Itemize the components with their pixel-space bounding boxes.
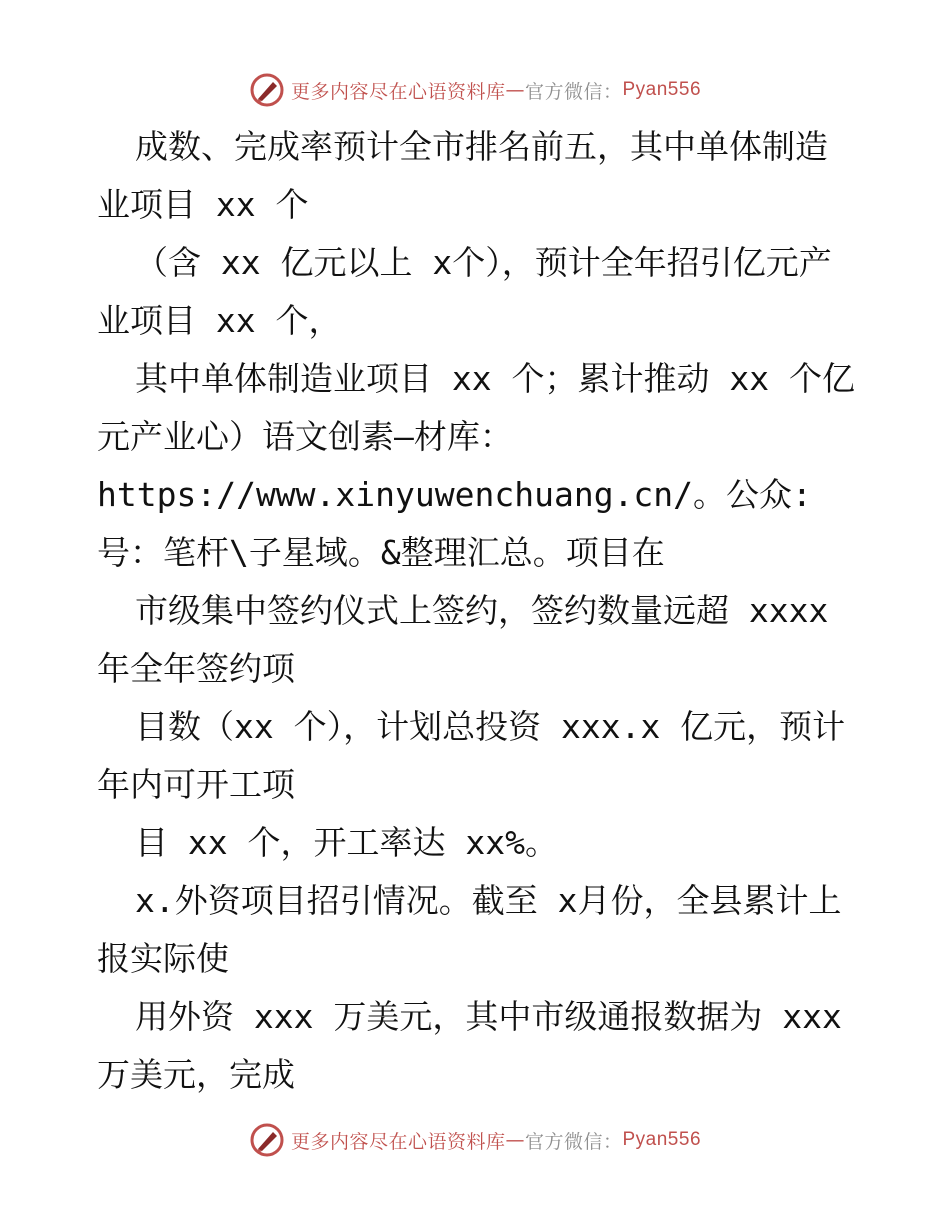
banner-wechat-label: 官方微信： bbox=[524, 1130, 623, 1153]
footer-banner bbox=[0, 1120, 950, 1160]
banner-wechat-label: 官方微信： bbox=[524, 80, 623, 103]
paragraph: （含 xx 亿元以上 x个），预计全年招引亿元产业项目 xx 个， bbox=[97, 243, 832, 340]
document-body bbox=[97, 118, 857, 1104]
paragraph: 成数、完成率预计全市排名前五，其中单体制造业项目 xx 个 bbox=[97, 127, 828, 224]
banner-main-text: 更多内容尽在心语资料库 bbox=[290, 80, 506, 103]
banner-main-text: 更多内容尽在心语资料库 bbox=[290, 1130, 506, 1153]
paragraph: 用外资 xxx 万美元，其中市级通报数据为 xxx 万美元，完成 bbox=[97, 997, 842, 1094]
pen-circle-icon bbox=[249, 1122, 285, 1158]
paragraph: x.外资项目招引情况。截至 x月份，全县累计上报实际使 bbox=[97, 881, 842, 978]
paragraph: 目数（xx 个），计划总投资 xxx.x 亿元，预计年内可开工项 bbox=[97, 707, 846, 804]
header-banner bbox=[0, 70, 950, 110]
banner-dash: — bbox=[505, 79, 525, 101]
banner-wechat-id: Pyan556 bbox=[622, 79, 702, 100]
banner-wechat-id: Pyan556 bbox=[622, 1129, 702, 1150]
paragraph: 市级集中签约仪式上签约，签约数量远超 xxxx 年全年签约项 bbox=[97, 591, 829, 688]
paragraph: 目 xx 个，开工率达 xx%。 bbox=[135, 823, 558, 862]
pen-circle-icon bbox=[249, 72, 285, 108]
paragraph: 其中单体制造业项目 xx 个；累计推动 xx 个亿元产业心）语文创素—材库：https://www.xinyuwenchuang.cn/。公众:号：笔杆\子星域。&整理汇总。项目在 bbox=[97, 359, 855, 572]
banner-dash: — bbox=[505, 1129, 525, 1151]
